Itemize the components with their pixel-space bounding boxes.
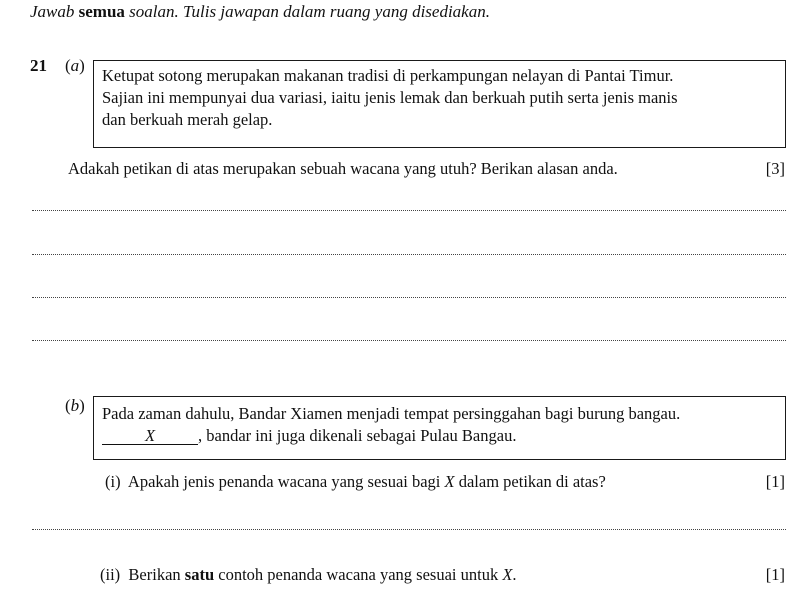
subquestion-ii-marks: [1]: [765, 565, 785, 584]
passage-box-a: [93, 60, 786, 148]
blank-x: X: [102, 427, 198, 445]
subquestion-ii-text-1: Berikan: [128, 565, 185, 584]
subquestion-i-text-1: Apakah jenis penanda wacana yang sesuai bagi: [127, 472, 445, 491]
part-b-letter: b: [70, 396, 80, 415]
answer-line-a-4[interactable]: [32, 340, 786, 341]
answer-line-a-3[interactable]: [32, 297, 786, 298]
passage-b-line-2-rest: , bandar ini juga dikenali sebagai Pulau Bangau.: [198, 426, 517, 445]
instructions-text-1: Jawab: [30, 2, 79, 21]
question-a-prompt: Adakah petikan di atas merupakan sebuah wacana yang utuh? Berikan alasan anda.: [68, 159, 618, 178]
subquestion-i-text-2: dalam petikan di atas?: [454, 472, 606, 491]
passage-a-line-2: Sajian ini mempunyai dua variasi, iaitu jenis lemak dan berkuah putih serta jenis manis: [102, 88, 678, 107]
passage-box-b: [93, 396, 786, 460]
passage-b-line-2: [102, 425, 779, 447]
subquestion-ii: [100, 565, 517, 585]
instructions-bold: semua: [78, 2, 125, 21]
answer-line-b-i[interactable]: [32, 529, 786, 530]
subquestion-i-marks: [1]: [765, 472, 785, 491]
subquestion-ii-bold: satu: [184, 565, 215, 584]
passage-b-line-1: Pada zaman dahulu, Bandar Xiamen menjadi tempat persinggahan bagi burung bangau.: [102, 404, 681, 423]
answer-line-a-2[interactable]: [32, 254, 786, 255]
question-number: 21: [30, 56, 47, 75]
passage-a-line-3: dan berkuah merah gelap.: [102, 110, 273, 129]
answer-line-a-1[interactable]: [32, 210, 786, 211]
part-b-label: (b): [65, 396, 85, 415]
question-a-marks: [3]: [765, 159, 785, 178]
subquestion-ii-text-2: contoh penanda wacana yang sesuai untuk: [214, 565, 503, 584]
subquestion-i-number: (i): [105, 472, 121, 491]
instructions-text-2: soalan. Tulis jawapan dalam ruang yang disediakan.: [124, 2, 490, 21]
subquestion-ii-text-3: .: [512, 565, 517, 584]
part-a-letter: a: [70, 56, 80, 75]
subquestion-i-var: X: [444, 472, 455, 491]
part-a-label: (a): [65, 56, 85, 75]
instructions: [30, 2, 490, 22]
subquestion-ii-var: X: [502, 565, 513, 584]
subquestion-ii-number: (ii): [100, 565, 121, 584]
passage-a-line-1: Ketupat sotong merupakan makanan tradisi di perkampungan nelayan di Pantai Timur.: [102, 66, 674, 85]
subquestion-i: [105, 472, 606, 492]
